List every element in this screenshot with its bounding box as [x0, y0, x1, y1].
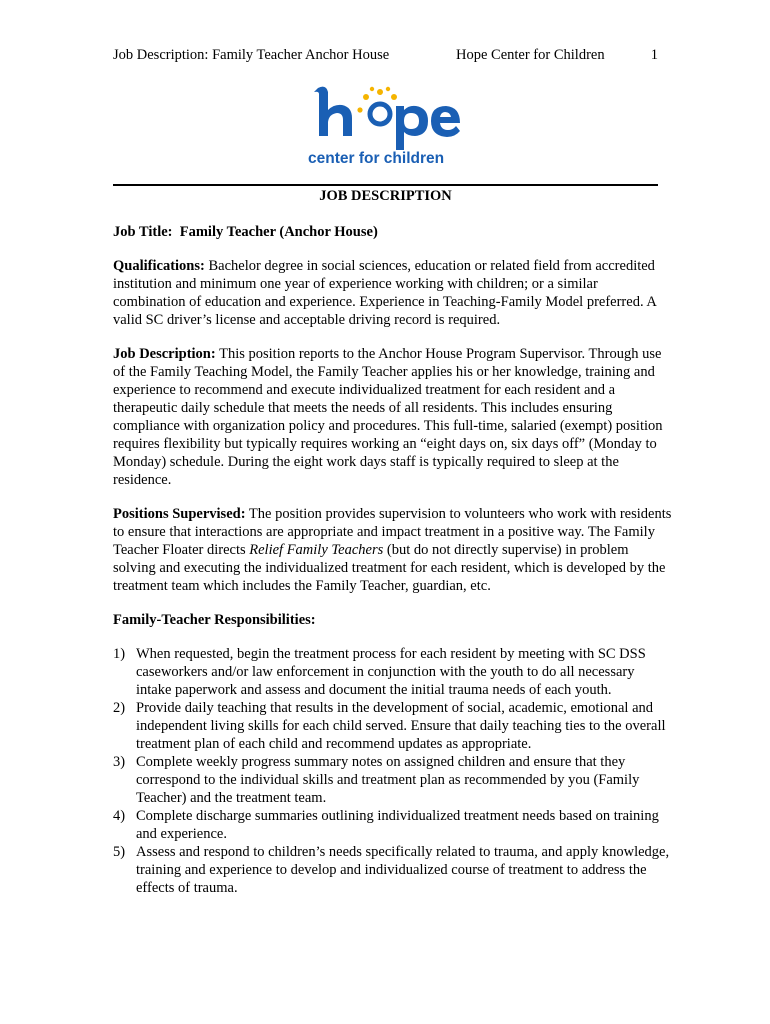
- list-item-number: 2): [113, 700, 126, 716]
- hope-logo: [300, 80, 475, 172]
- list-item: [113, 807, 673, 843]
- positions-supervised-italic: Relief Family Teachers: [249, 542, 384, 558]
- header-rule: [113, 184, 658, 186]
- list-item: [113, 645, 673, 699]
- positions-supervised-label: Positions Supervised:: [113, 506, 246, 522]
- positions-supervised-paragraph: [113, 505, 673, 595]
- list-item-text: Complete weekly progress summary notes on assigned children and ensure that they correspond to the individual skills and treatment plan as recommended by you (Family Teacher) and the treatment team.: [136, 754, 640, 806]
- job-description-label: Job Description:: [113, 346, 216, 362]
- list-item-number: 1): [113, 646, 126, 662]
- job-title-line: [113, 223, 673, 241]
- job-description-text: This position reports to the Anchor House Program Supervisor. Through use of the Family Teaching Model, the Family Teacher applies his or her knowledge, training and experience to recommend and execute individualized treatment for each resident and a therapeutic daily schedule that meets the needs of all residents. This includes ensuring compliance with organization policy and procedures. This full-time, salaried (exempt) position requires flexibility but typically requires working an “eight days on, six days off” (Monday to Monday) schedule. During the eight work days staff is typically required to sleep at the residence.: [113, 346, 663, 488]
- list-item: [113, 843, 673, 897]
- hope-logo-graphic: [300, 80, 475, 172]
- qualifications-label: Qualifications:: [113, 258, 205, 274]
- document-body: [113, 223, 673, 897]
- list-item: [113, 753, 673, 807]
- list-item-text: When requested, begin the treatment process for each resident by meeting with SC DSS caseworkers and/or law enforcement in conjunction with the youth to do all necessary intake paperwork and assess and document the initial trauma needs of each youth.: [136, 646, 646, 698]
- list-item-text: Provide daily teaching that results in the development of social, academic, emotional and independent living skills for each child served. Ensure that daily teaching ties to the overall treatment plan of each child and recommend updates as appropriate.: [136, 700, 666, 752]
- positions-supervised-text-before: The position provides supervision to volunteers who work with residents to ensure that interactions are appropriate and impact treatment in a positive way. The Family Teacher Floater directs: [113, 506, 672, 558]
- responsibilities-list: [113, 645, 673, 897]
- qualifications-paragraph: [113, 257, 673, 329]
- list-item-text: Assess and respond to children’s needs specifically related to trauma, and apply knowledge, training and experience to develop and individualized course of treatment to address the effects of trauma.: [136, 844, 670, 896]
- job-description-paragraph: [113, 345, 673, 489]
- document-title: JOB DESCRIPTION: [319, 188, 452, 204]
- page-header: [113, 47, 658, 67]
- job-title-label: Job Title:: [113, 224, 173, 240]
- logo-tagline: center for children: [308, 150, 445, 167]
- list-item-number: 5): [113, 844, 126, 860]
- qualifications-text: Bachelor degree in social sciences, education or related field from accredited institution and minimum one year of experience working with children; or a similar combination of education and experience. Experience in Teaching-Family Model preferred. A valid SC driver’s license and acceptable driving record is required.: [113, 258, 657, 328]
- job-title-value: Family Teacher (Anchor House): [179, 224, 378, 240]
- list-item-text: Complete discharge summaries outlining individualized treatment needs based on training and experience.: [136, 808, 659, 842]
- list-item: [113, 699, 673, 753]
- positions-supervised-text-after: (but do not directly supervise) in problem solving and executing the individualized treatment for each resident, which is developed by the treatment team which includes the Family Teacher, guardian, etc.: [113, 542, 666, 594]
- header-page-number: 1: [650, 47, 658, 63]
- sun-icon: [357, 87, 402, 124]
- responsibilities-heading: [113, 611, 673, 629]
- header-document-name: Job Description: Family Teacher Anchor House: [113, 47, 390, 63]
- list-item-number: 4): [113, 808, 126, 824]
- responsibilities-heading-text: Family-Teacher Responsibilities:: [113, 612, 316, 628]
- list-item-number: 3): [113, 754, 126, 770]
- header-organization: Hope Center for Children: [456, 47, 605, 63]
